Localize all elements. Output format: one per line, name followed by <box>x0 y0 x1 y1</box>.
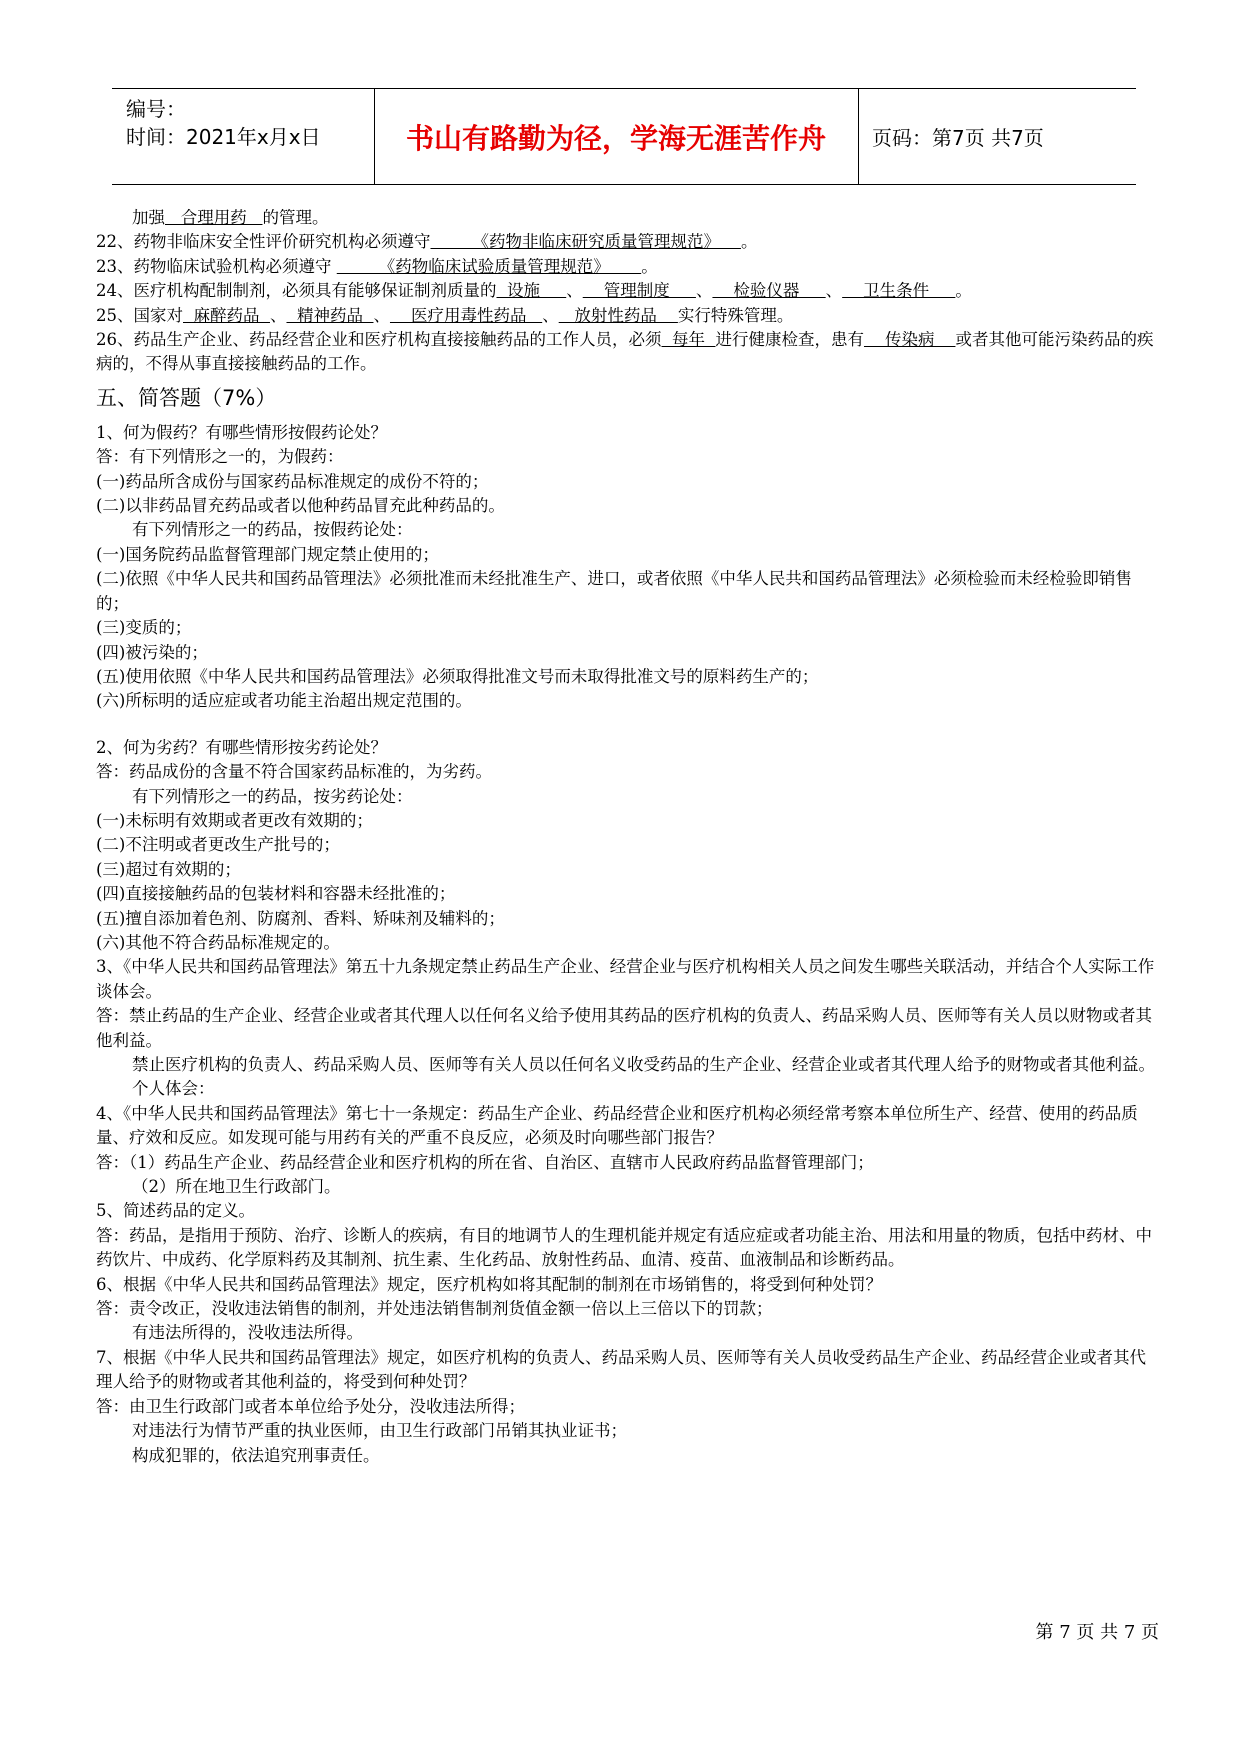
text: 、 <box>566 281 583 301</box>
text: 22、药物非临床安全性评价研究机构必须遵守 <box>96 232 431 252</box>
answer-line: (四)被污染的； <box>96 642 208 662</box>
answer-blank: 《药物非临床研究质量管理规范》 <box>430 232 741 252</box>
answer-line: 个人体会： <box>132 1079 215 1099</box>
fill-item-21-continued <box>96 206 1158 230</box>
question-3 <box>96 955 1158 1101</box>
answer-blank: 管理制度 <box>582 281 696 301</box>
question-text: 3、《中华人民共和国药品管理法》第五十九条规定禁止药品生产企业、经营企业与医疗机构相关人员之间发生哪些关联活动，并结合个人实际工作谈体会。 <box>96 957 1155 1001</box>
answer-line: (五)使用依照《中华人民共和国药品管理法》必须取得批准文号而未取得批准文号的原料药生产的； <box>96 666 819 686</box>
text: 、 <box>825 281 843 301</box>
question-text: 5、简述药品的定义。 <box>96 1201 255 1221</box>
answer-line: 答：有下列情形之一的，为假药： <box>96 447 344 467</box>
document-time: 时间：2021年x月x日 <box>126 125 321 149</box>
answer-blank: 放射性药品 <box>558 305 678 325</box>
answer-blank: 精神药品 <box>286 305 374 325</box>
text: 。 <box>641 256 658 276</box>
answer-blank: 卫生条件 <box>842 281 956 301</box>
question-7 <box>96 1346 1158 1468</box>
text: 26、药品生产企业、药品经营企业和医疗机构直接接触药品的工作人员，必须 <box>96 330 662 350</box>
text: 。 <box>955 281 972 301</box>
fill-item-22 <box>96 230 1158 254</box>
answer-line: 答：由卫生行政部门或者本单位给予处分，没收违法所得； <box>96 1396 525 1416</box>
text: 24、医疗机构配制制剂，必须具有能够保证制剂质量的 <box>96 281 497 301</box>
fill-in-section <box>96 206 1158 377</box>
answer-line: (二)以非药品冒充药品或者以他种药品冒充此种药品的。 <box>96 496 505 516</box>
answer-line: 有下列情形之一的药品，按假药论处： <box>132 520 413 540</box>
answer-line: 答：药品成份的含量不符合国家药品标准的，为劣药。 <box>96 762 492 782</box>
text: 、 <box>542 305 559 325</box>
answer-blank: 每年 <box>661 330 716 350</box>
answer-line: (三)超过有效期的； <box>96 859 241 879</box>
answer-line: 答：责令改正，没收违法销售的制剂，并处违法销售制剂货值金额一倍以上三倍以下的罚款； <box>96 1299 773 1319</box>
page-footer: 第 7 页 共 7 页 <box>1035 1622 1159 1643</box>
question-text: 7、根据《中华人民共和国药品管理法》规定，如医疗机构的负责人、药品采购人员、医师等有关人员收受药品生产企业、药品经营企业或者其代理人给予的财物或者其他利益的，将受到何种处罚？ <box>96 1347 1146 1392</box>
question-text: 6、根据《中华人民共和国药品管理法》规定，医疗机构如将其配制的制剂在市场销售的，将受到何种处罚？ <box>96 1274 882 1294</box>
answer-blank: 《药物临床试验质量管理规范》 <box>336 256 642 276</box>
answer-blank: 传染病 <box>863 330 956 350</box>
question-text: 4、《中华人民共和国药品管理法》第七十一条规定：药品生产企业、药品经营企业和医疗机构必须经常考察本单位所生产、经营、使用的药品质量、疗效和反应。如发现可能与用药有关的严重不良反应，必须及时向哪些部门报告？ <box>96 1103 1138 1148</box>
answer-line: 答：（1）药品生产企业、药品经营企业和医疗机构的所在省、自治区、直辖市人民政府药品监督管理部门； <box>96 1152 874 1172</box>
text: 、 <box>695 281 713 301</box>
text: 。 <box>740 232 758 252</box>
answer-line: 答：禁止药品的生产企业、经营企业或者其代理人以任何名义给予使用其药品的医疗机构的负责人、药品采购人员、医师等有关人员以财物或者其他利益。 <box>96 1006 1152 1050</box>
question-4 <box>96 1102 1158 1200</box>
question-5 <box>96 1199 1158 1272</box>
answer-line: (一)未标明有效期或者更改有效期的； <box>96 810 373 830</box>
answer-blank: 设施 <box>496 281 567 301</box>
section-title: 五、简答题（7%） <box>96 385 277 410</box>
text: 实行特殊管理。 <box>677 305 794 325</box>
question-6 <box>96 1273 1158 1346</box>
answer-line: (一)药品所含成份与国家药品标准规定的成份不符的； <box>96 471 489 491</box>
question-text: 1、何为假药？有哪些情形按假药论处？ <box>96 422 387 442</box>
text: 、 <box>269 305 287 325</box>
text: 、 <box>373 305 390 325</box>
answer-line: (一)国务院药品监督管理部门规定禁止使用的； <box>96 544 439 564</box>
answer-line: (六)其他不符合药品标准规定的。 <box>96 932 340 952</box>
header-page-info: 页码：第7页 共7页 <box>872 126 1044 150</box>
answer-blank: 医疗用毒性药品 <box>389 305 543 325</box>
text: 进行健康检查，患有 <box>715 330 864 350</box>
answer-line: 答：药品，是指用于预防、治疗、诊断人的疾病，有目的地调节人的生理机能并规定有适应症或者功能主治、用法和用量的物质，包括中药材、中药饮片、中成药、化学原料药及其制剂、抗生素、生化药品、放射性药品、血清、疫苗、血液制品和诊断药品。 <box>96 1225 1152 1270</box>
answer-line: (四)直接接触药品的包装材料和容器未经批准的； <box>96 884 456 904</box>
question-2 <box>96 736 1158 956</box>
header-meta <box>126 95 321 151</box>
fill-item-24 <box>96 279 1158 303</box>
answer-blank: 麻醉药品 <box>183 305 270 325</box>
fill-item-26 <box>96 328 1158 377</box>
spacer <box>96 714 1158 736</box>
question-text: 2、何为劣药？有哪些情形按劣药论处？ <box>96 737 387 757</box>
header-divider <box>858 89 859 184</box>
answer-line: (五)擅自添加着色剂、防腐剂、香料、矫味剂及辅料的； <box>96 908 505 928</box>
answer-line: (三)变质的； <box>96 618 192 638</box>
question-1 <box>96 421 1158 714</box>
page-header <box>112 88 1136 185</box>
answer-line: （2）所在地卫生行政部门。 <box>132 1177 341 1197</box>
answer-line: 有违法所得的，没收违法所得。 <box>132 1323 363 1343</box>
answer-line: (六)所标明的适应症或者功能主治超出规定范围的。 <box>96 691 472 711</box>
text: 25、国家对 <box>96 305 183 325</box>
answer-blank: 合理用药 <box>165 208 263 227</box>
answer-blank: 检验仪器 <box>712 281 826 301</box>
header-motto: 书山有路勤为径，学海无涯苦作舟 <box>405 121 826 155</box>
text: 或者其他可能污染药品的疾病的，不得从事直接接触药品的工作。 <box>96 330 1154 374</box>
answer-line: 对违法行为情节严重的执业医师，由卫生行政部门吊销其执业证书； <box>132 1421 627 1441</box>
answer-line: 有下列情形之一的药品，按劣药论处： <box>132 786 413 806</box>
fill-item-23 <box>96 255 1158 279</box>
text: 的管理。 <box>262 208 329 227</box>
text: 23、药物临床试验机构必须遵守 <box>96 256 337 276</box>
answer-line: 禁止医疗机构的负责人、药品采购人员、医师等有关人员以任何名义收受药品的生产企业、经营企业或者其代理人给予的财物或者其他利益。 <box>132 1055 1155 1074</box>
text: 加强 <box>132 208 165 227</box>
answer-line: (二)依照《中华人民共和国药品管理法》必须批准而未经批准生产、进口，或者依照《中华人民共和国药品管理法》必须检验而未经检验即销售的； <box>96 569 1132 613</box>
document-body <box>96 206 1158 1468</box>
answer-line: (二)不注明或者更改生产批号的； <box>96 835 340 855</box>
answer-line: 构成犯罪的，依法追究刑事责任。 <box>132 1445 380 1465</box>
document-number-label: 编号： <box>126 97 186 121</box>
fill-item-25 <box>96 304 1158 328</box>
